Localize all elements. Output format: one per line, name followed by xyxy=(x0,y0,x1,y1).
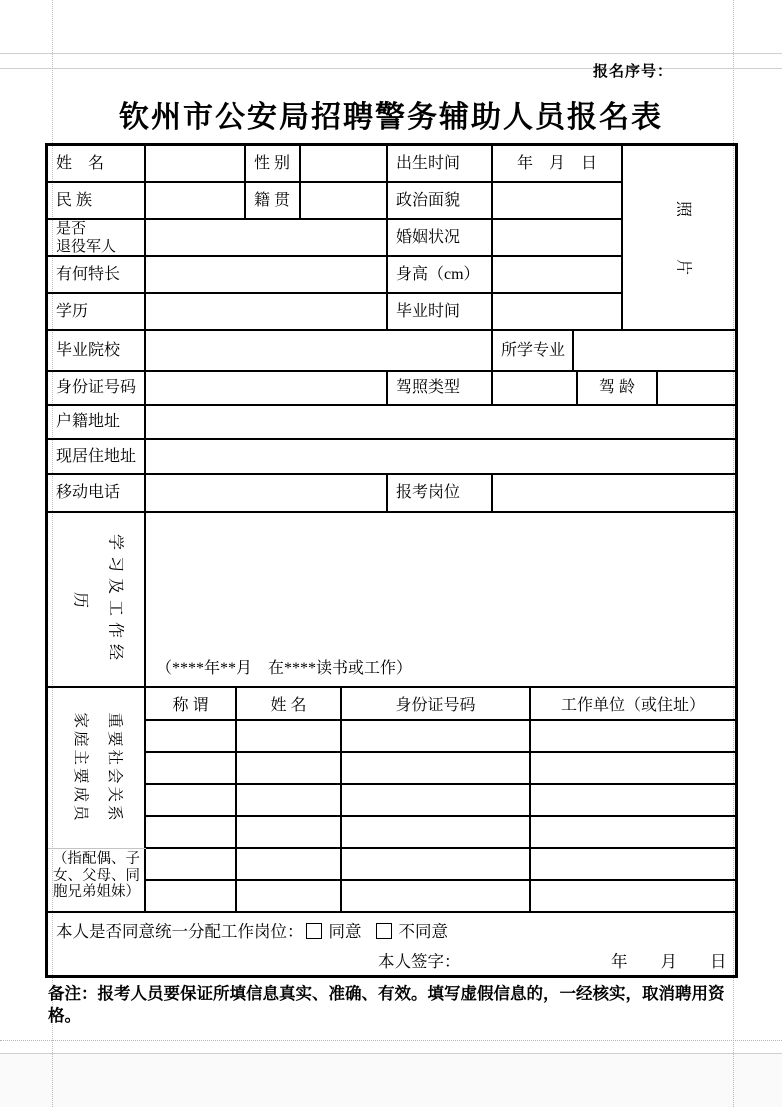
veteran-label-line1: 是否 xyxy=(56,220,87,237)
family-id-cell[interactable] xyxy=(342,849,531,879)
signature-label: 本人签字： xyxy=(378,952,461,971)
education-label: 学历 xyxy=(48,294,146,331)
family-name-cell[interactable] xyxy=(237,721,342,751)
marital-status-input-cell[interactable] xyxy=(493,220,623,257)
family-note: （指配偶、子女、父母、同胞兄弟姐妹） xyxy=(48,848,146,913)
family-id-cell[interactable] xyxy=(342,881,531,911)
family-label-line2: 家庭主要成员 xyxy=(72,712,89,824)
family-name-cell[interactable] xyxy=(237,849,342,879)
page-guide-top-line-1 xyxy=(0,53,782,54)
consent-option-agree: 同意 xyxy=(328,922,362,941)
family-workunit-cell[interactable] xyxy=(531,817,735,847)
id-number-label: 身份证号码 xyxy=(48,372,146,406)
height-label: 身高（cm） xyxy=(388,257,493,294)
mobile-phone-input-cell[interactable] xyxy=(146,475,388,513)
specialty-input-cell[interactable] xyxy=(146,257,388,294)
current-address-label: 现居住地址 xyxy=(48,440,146,475)
family-relation-cell[interactable] xyxy=(146,721,237,751)
photo-vertical-label: 照片 xyxy=(674,200,692,317)
checkbox-agree-icon[interactable] xyxy=(306,923,322,939)
political-status-label: 政治面貌 xyxy=(388,183,493,220)
id-number-input-cell[interactable] xyxy=(146,372,388,406)
birth-date-input-cell[interactable]: 年 月 日 xyxy=(493,146,623,183)
experience-input-cell[interactable] xyxy=(146,513,735,688)
family-header-row xyxy=(146,688,735,721)
school-input-cell[interactable] xyxy=(146,331,493,372)
family-row-1 xyxy=(146,721,735,753)
family-header-relation: 称 谓 xyxy=(146,688,237,719)
marital-status-label: 婚姻状况 xyxy=(388,220,493,257)
page-guide-bottom-dotted xyxy=(0,1040,782,1041)
family-row-5 xyxy=(146,849,735,881)
consent-option-disagree: 不同意 xyxy=(398,922,448,941)
current-address-input-cell[interactable] xyxy=(146,440,735,475)
family-workunit-cell[interactable] xyxy=(531,881,735,911)
veteran-label xyxy=(48,220,146,257)
political-status-input-cell[interactable] xyxy=(493,183,623,220)
family-name-cell[interactable] xyxy=(237,785,342,815)
native-place-label: 籍 贯 xyxy=(246,183,301,220)
family-name-cell[interactable] xyxy=(237,881,342,911)
driving-age-label: 驾 龄 xyxy=(578,372,658,406)
family-relation-cell[interactable] xyxy=(146,849,237,879)
license-type-input-cell[interactable] xyxy=(493,372,578,406)
height-input-cell[interactable] xyxy=(493,257,623,294)
major-label: 所学专业 xyxy=(493,331,574,372)
consent-row xyxy=(48,913,735,975)
family-row-4 xyxy=(146,817,735,849)
page-bottom-band xyxy=(0,1054,782,1107)
family-relation-cell[interactable] xyxy=(146,881,237,911)
family-relation-cell[interactable] xyxy=(146,753,237,783)
application-form-table xyxy=(45,143,738,978)
page-guide-bottom-line xyxy=(0,1053,782,1054)
signature-date-placeholder[interactable]: 年 月 日 xyxy=(611,952,727,971)
gender-label: 性 别 xyxy=(246,146,301,183)
family-name-cell[interactable] xyxy=(237,817,342,847)
gender-input-cell[interactable] xyxy=(301,146,388,183)
family-workunit-cell[interactable] xyxy=(531,849,735,879)
family-id-cell[interactable] xyxy=(342,785,531,815)
veteran-label-line2: 退役军人 xyxy=(56,238,117,255)
family-header-name: 姓 名 xyxy=(237,688,342,719)
family-workunit-cell[interactable] xyxy=(531,753,735,783)
household-address-input-cell[interactable] xyxy=(146,406,735,440)
family-workunit-cell[interactable] xyxy=(531,785,735,815)
checkbox-disagree-icon[interactable] xyxy=(376,923,392,939)
major-input-cell[interactable] xyxy=(574,331,735,372)
photo-cell[interactable] xyxy=(623,146,735,331)
family-id-cell[interactable] xyxy=(342,817,531,847)
family-label-line1: 重要社会关系 xyxy=(106,712,123,824)
experience-label-line2: 历 xyxy=(71,591,89,608)
family-relation-cell[interactable] xyxy=(146,785,237,815)
mobile-phone-label: 移动电话 xyxy=(48,475,146,513)
serial-number-label: 报名序号： xyxy=(593,64,674,80)
ethnicity-label: 民 族 xyxy=(48,183,146,220)
family-name-cell[interactable] xyxy=(237,753,342,783)
driving-age-input-cell[interactable] xyxy=(658,372,735,406)
applied-position-label: 报考岗位 xyxy=(388,475,493,513)
applied-position-input-cell[interactable] xyxy=(493,475,735,513)
household-address-label: 户籍地址 xyxy=(48,406,146,440)
footer-remark: 备注：报考人员要保证所填信息真实、准确、有效。填写虚假信息的，一经核实，取消聘用资格。 xyxy=(48,984,725,1025)
name-input-cell[interactable] xyxy=(146,146,246,183)
family-id-cell[interactable] xyxy=(342,753,531,783)
family-id-cell[interactable] xyxy=(342,721,531,751)
veteran-input-cell[interactable] xyxy=(146,220,388,257)
birth-date-label: 出生时间 xyxy=(388,146,493,183)
specialty-label: 有何特长 xyxy=(48,257,146,294)
name-label: 姓 名 xyxy=(48,146,146,183)
license-type-label: 驾照类型 xyxy=(388,372,493,406)
experience-vertical-label xyxy=(48,513,146,688)
family-row-2 xyxy=(146,753,735,785)
family-header-id: 身份证号码 xyxy=(342,688,531,719)
graduation-time-input-cell[interactable] xyxy=(493,294,623,331)
family-row-3 xyxy=(146,785,735,817)
education-input-cell[interactable] xyxy=(146,294,388,331)
graduation-time-label: 毕业时间 xyxy=(388,294,493,331)
family-workunit-cell[interactable] xyxy=(531,721,735,751)
experience-label-line1: 学习及工作经 xyxy=(106,533,124,666)
school-label: 毕业院校 xyxy=(48,331,146,372)
consent-question: 本人是否同意统一分配工作岗位： xyxy=(56,922,304,941)
family-vertical-label xyxy=(48,688,146,913)
form-title: 钦州市公安局招聘警务辅助人员报名表 xyxy=(119,101,663,134)
family-header-workunit: 工作单位（或住址） xyxy=(560,697,705,714)
experience-hint: （****年**月 在****读书或工作） xyxy=(156,660,413,677)
ethnicity-input-cell[interactable] xyxy=(146,183,246,220)
family-relation-cell[interactable] xyxy=(146,817,237,847)
native-place-input-cell[interactable] xyxy=(301,183,388,220)
family-row-6 xyxy=(146,881,735,913)
